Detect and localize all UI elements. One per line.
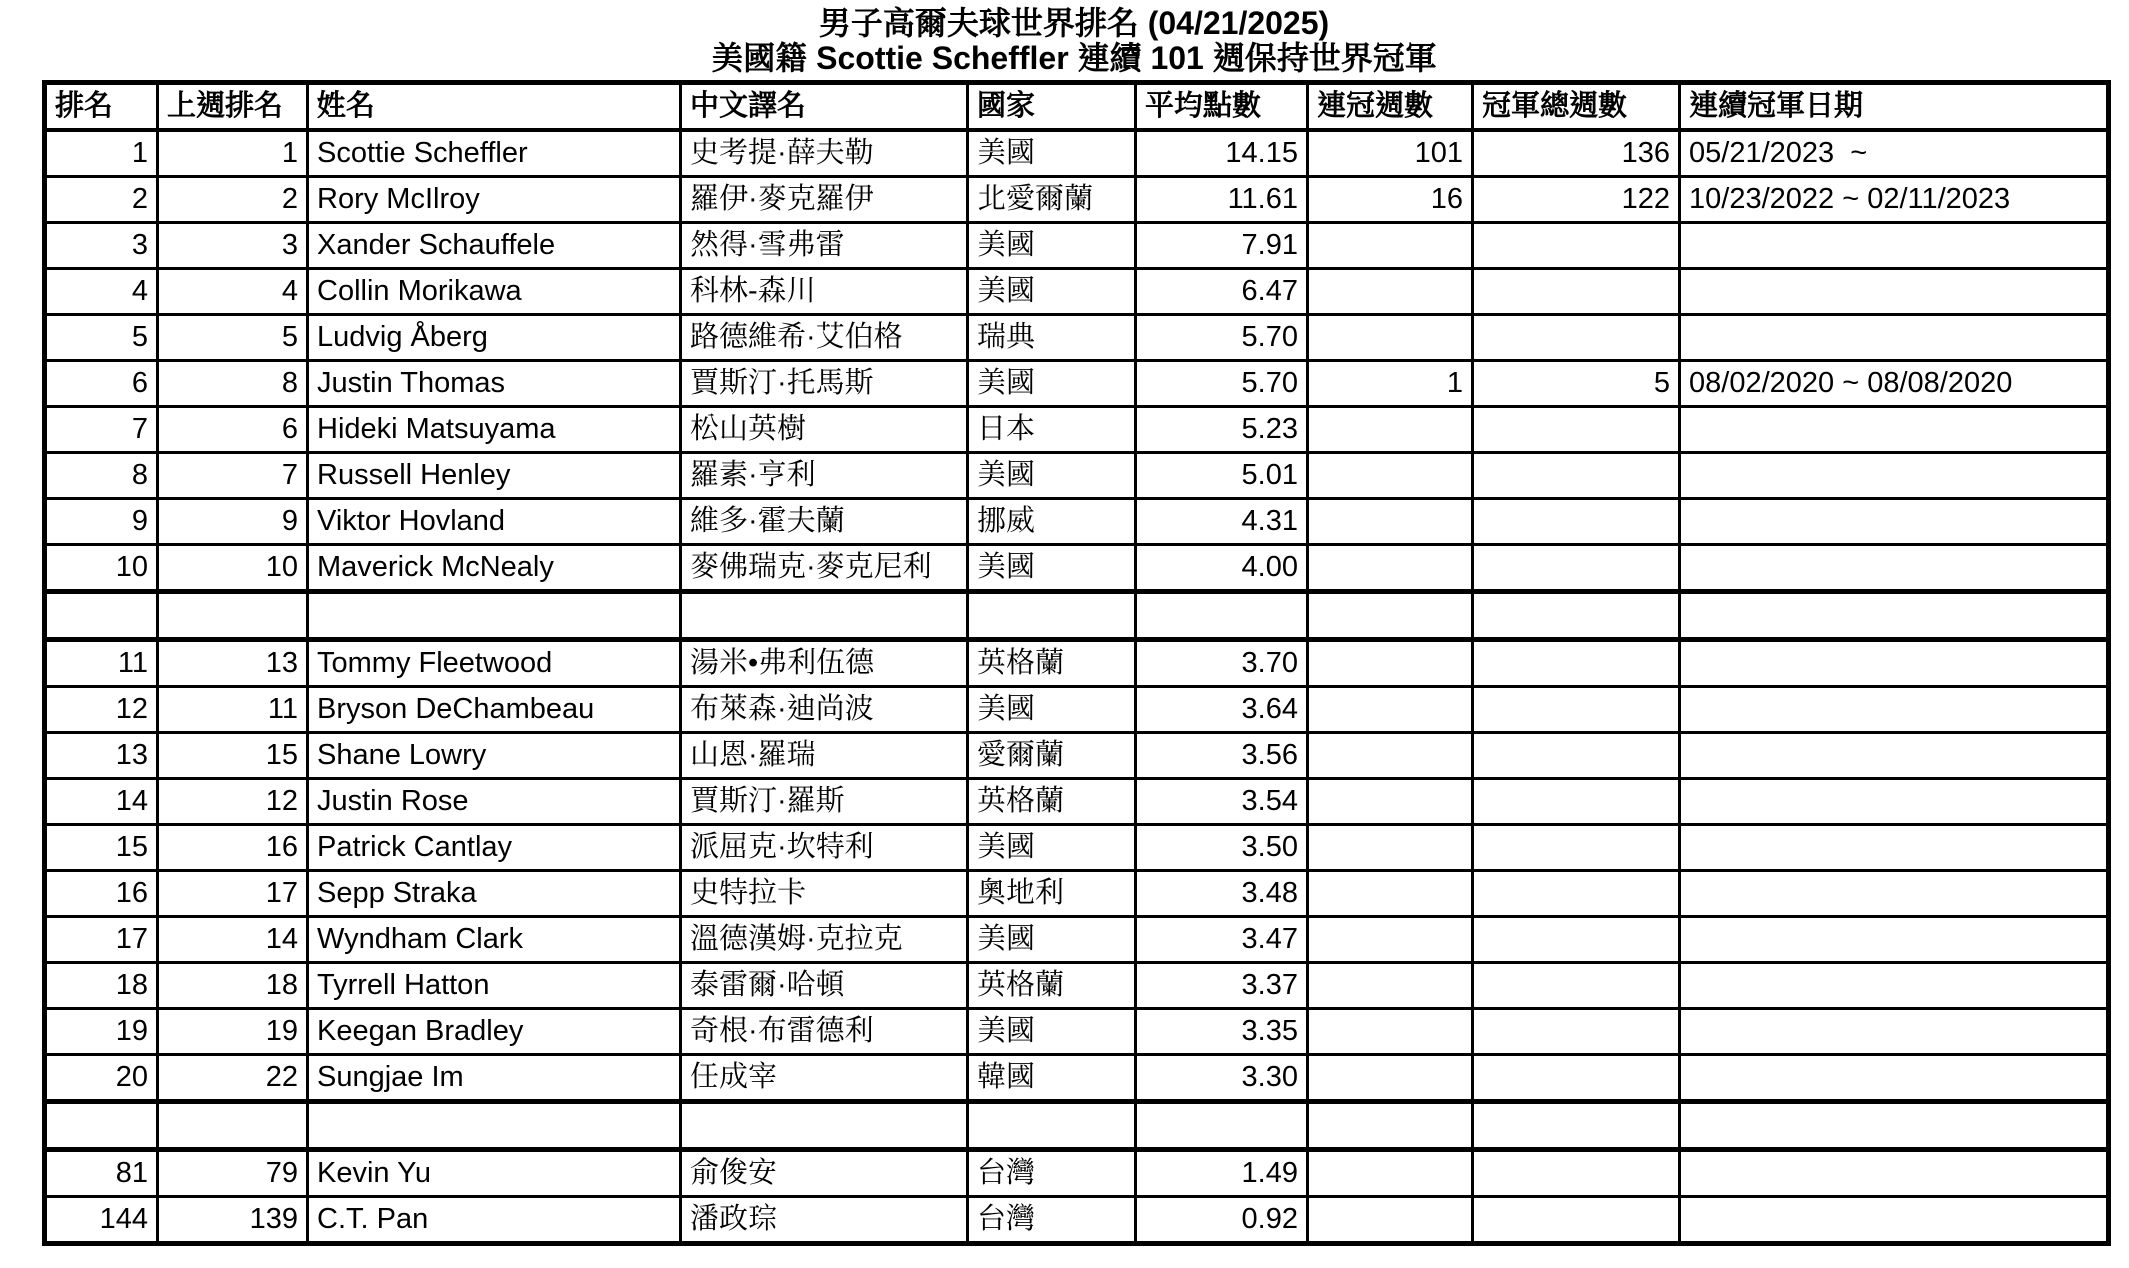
page-title: 男子高爾夫球世界排名 (04/21/2025) (818, 5, 1330, 41)
cell-streak (1308, 592, 1473, 640)
cell-name: Viktor Hovland (308, 499, 681, 545)
cell-country: 美國 (968, 361, 1136, 407)
cell-rank: 144 (45, 1197, 158, 1244)
cell-dates: 10/23/2022 ~ 02/11/2023 (1680, 177, 2109, 223)
cell-points: 5.70 (1136, 361, 1308, 407)
cell-name: Bryson DeChambeau (308, 687, 681, 733)
cell-prev: 22 (158, 1055, 308, 1102)
cell-total (1473, 545, 1680, 592)
cell-streak (1308, 825, 1473, 871)
cell-rank: 18 (45, 963, 158, 1009)
cell-name: Maverick McNealy (308, 545, 681, 592)
col-header-avg-points: 平均點數 (1136, 83, 1308, 131)
cell-country: 美國 (968, 1009, 1136, 1055)
table-row (45, 177, 2109, 223)
cell-name: Tommy Fleetwood (308, 640, 681, 687)
table-row (45, 1197, 2109, 1244)
cell-rank: 5 (45, 315, 158, 361)
cell-streak (1308, 499, 1473, 545)
table-row (45, 871, 2109, 917)
cell-prev: 10 (158, 545, 308, 592)
cell-country: 美國 (968, 825, 1136, 871)
cell-cn: 溫德漢姆·克拉克 (681, 917, 968, 963)
cell-dates (1680, 269, 2109, 315)
rankings-table (42, 80, 2111, 1246)
cell-total (1473, 1009, 1680, 1055)
cell-total (1473, 315, 1680, 361)
cell-points: 7.91 (1136, 223, 1308, 269)
col-header-streak-dates: 連續冠軍日期 (1680, 83, 2109, 131)
cell-total (1473, 1055, 1680, 1102)
cell-prev: 1 (158, 130, 308, 177)
cell-prev: 7 (158, 453, 308, 499)
cell-country: 日本 (968, 407, 1136, 453)
cell-cn: 俞俊安 (681, 1150, 968, 1197)
cell-cn: 維多·霍夫蘭 (681, 499, 968, 545)
cell-name: Tyrrell Hatton (308, 963, 681, 1009)
page (42, 0, 2106, 1246)
cell-name: Wyndham Clark (308, 917, 681, 963)
cell-name: Xander Schauffele (308, 223, 681, 269)
cell-name: C.T. Pan (308, 1197, 681, 1244)
cell-points: 3.35 (1136, 1009, 1308, 1055)
cell-total (1473, 871, 1680, 917)
cell-streak (1308, 640, 1473, 687)
cell-streak (1308, 687, 1473, 733)
cell-streak: 16 (1308, 177, 1473, 223)
cell-name: Collin Morikawa (308, 269, 681, 315)
cell-cn: 布萊森·迪尚波 (681, 687, 968, 733)
cell-streak (1308, 1102, 1473, 1150)
cell-dates (1680, 499, 2109, 545)
col-header-chinese-name: 中文譯名 (681, 83, 968, 131)
cell-dates (1680, 963, 2109, 1009)
cell-rank: 17 (45, 917, 158, 963)
cell-cn: 奇根·布雷德利 (681, 1009, 968, 1055)
cell-prev: 3 (158, 223, 308, 269)
cell-streak (1308, 917, 1473, 963)
cell-country: 美國 (968, 545, 1136, 592)
cell-rank: 6 (45, 361, 158, 407)
cell-name: Justin Rose (308, 779, 681, 825)
cell-dates (1680, 687, 2109, 733)
cell-prev: 4 (158, 269, 308, 315)
table-row (45, 825, 2109, 871)
cell-name (308, 592, 681, 640)
cell-total (1473, 733, 1680, 779)
table-row (45, 545, 2109, 592)
cell-country: 美國 (968, 223, 1136, 269)
cell-streak (1308, 779, 1473, 825)
cell-cn: 任成宰 (681, 1055, 968, 1102)
cell-streak (1308, 453, 1473, 499)
cell-total: 5 (1473, 361, 1680, 407)
cell-country: 韓國 (968, 1055, 1136, 1102)
table-row (45, 407, 2109, 453)
cell-prev (158, 1102, 308, 1150)
cell-prev: 16 (158, 825, 308, 871)
cell-cn: 松山英樹 (681, 407, 968, 453)
table-row (45, 687, 2109, 733)
cell-streak: 1 (1308, 361, 1473, 407)
table-body (45, 130, 2109, 1244)
cell-prev (158, 592, 308, 640)
cell-total (1473, 779, 1680, 825)
cell-streak (1308, 407, 1473, 453)
cell-streak (1308, 963, 1473, 1009)
cell-streak (1308, 1009, 1473, 1055)
cell-prev: 14 (158, 917, 308, 963)
cell-cn: 科林-森川 (681, 269, 968, 315)
cell-rank: 9 (45, 499, 158, 545)
cell-rank: 4 (45, 269, 158, 315)
cell-total: 136 (1473, 130, 1680, 177)
cell-cn (681, 1102, 968, 1150)
cell-cn: 史考提·薛夫勒 (681, 130, 968, 177)
cell-points: 5.23 (1136, 407, 1308, 453)
cell-total: 122 (1473, 177, 1680, 223)
spacer-row (45, 592, 2109, 640)
cell-points: 3.48 (1136, 871, 1308, 917)
cell-points: 3.54 (1136, 779, 1308, 825)
cell-prev: 9 (158, 499, 308, 545)
cell-points (1136, 592, 1308, 640)
cell-streak (1308, 871, 1473, 917)
cell-streak (1308, 733, 1473, 779)
cell-country: 北愛爾蘭 (968, 177, 1136, 223)
cell-streak (1308, 269, 1473, 315)
cell-cn: 然得·雪弗雷 (681, 223, 968, 269)
cell-name (308, 1102, 681, 1150)
cell-cn: 賈斯汀·羅斯 (681, 779, 968, 825)
cell-country (968, 1102, 1136, 1150)
cell-prev: 8 (158, 361, 308, 407)
cell-points: 3.50 (1136, 825, 1308, 871)
cell-total (1473, 825, 1680, 871)
cell-points: 4.00 (1136, 545, 1308, 592)
cell-rank: 20 (45, 1055, 158, 1102)
cell-country: 英格蘭 (968, 779, 1136, 825)
table-row (45, 361, 2109, 407)
col-header-country: 國家 (968, 83, 1136, 131)
cell-points: 11.61 (1136, 177, 1308, 223)
cell-cn: 路德維希·艾伯格 (681, 315, 968, 361)
cell-prev: 79 (158, 1150, 308, 1197)
cell-streak (1308, 1197, 1473, 1244)
cell-name: Patrick Cantlay (308, 825, 681, 871)
cell-rank: 15 (45, 825, 158, 871)
cell-dates: 05/21/2023 ~ (1680, 130, 2109, 177)
cell-total (1473, 499, 1680, 545)
cell-rank: 16 (45, 871, 158, 917)
cell-points: 4.31 (1136, 499, 1308, 545)
cell-total (1473, 1197, 1680, 1244)
table-row (45, 130, 2109, 177)
table-row (45, 499, 2109, 545)
cell-rank (45, 1102, 158, 1150)
cell-cn: 麥佛瑞克·麥克尼利 (681, 545, 968, 592)
cell-points: 5.01 (1136, 453, 1308, 499)
cell-cn: 湯米•弗利伍德 (681, 640, 968, 687)
table-row (45, 779, 2109, 825)
cell-dates (1680, 1055, 2109, 1102)
table-row (45, 223, 2109, 269)
cell-country: 美國 (968, 130, 1136, 177)
cell-dates (1680, 453, 2109, 499)
cell-cn: 派屈克·坎特利 (681, 825, 968, 871)
table-row (45, 917, 2109, 963)
cell-prev: 6 (158, 407, 308, 453)
cell-streak (1308, 223, 1473, 269)
cell-points: 3.30 (1136, 1055, 1308, 1102)
cell-streak (1308, 1150, 1473, 1197)
cell-dates (1680, 1102, 2109, 1150)
cell-name: Rory McIlroy (308, 177, 681, 223)
cell-name: Hideki Matsuyama (308, 407, 681, 453)
cell-total (1473, 407, 1680, 453)
cell-name: Keegan Bradley (308, 1009, 681, 1055)
cell-cn: 羅素·亨利 (681, 453, 968, 499)
cell-points: 3.56 (1136, 733, 1308, 779)
cell-dates (1680, 223, 2109, 269)
cell-points: 3.70 (1136, 640, 1308, 687)
cell-dates (1680, 871, 2109, 917)
spacer-row (45, 1102, 2109, 1150)
cell-country: 英格蘭 (968, 963, 1136, 1009)
cell-cn: 潘政琮 (681, 1197, 968, 1244)
cell-rank (45, 592, 158, 640)
cell-cn: 羅伊·麥克羅伊 (681, 177, 968, 223)
cell-country: 台灣 (968, 1150, 1136, 1197)
cell-dates (1680, 1009, 2109, 1055)
cell-cn: 山恩·羅瑞 (681, 733, 968, 779)
cell-points (1136, 1102, 1308, 1150)
cell-country: 美國 (968, 687, 1136, 733)
cell-points: 3.37 (1136, 963, 1308, 1009)
cell-prev: 13 (158, 640, 308, 687)
cell-prev: 15 (158, 733, 308, 779)
cell-rank: 13 (45, 733, 158, 779)
cell-dates (1680, 825, 2109, 871)
cell-country: 奧地利 (968, 871, 1136, 917)
cell-rank: 14 (45, 779, 158, 825)
cell-rank: 8 (45, 453, 158, 499)
table-row (45, 315, 2109, 361)
cell-country: 美國 (968, 453, 1136, 499)
cell-streak: 101 (1308, 130, 1473, 177)
cell-total (1473, 453, 1680, 499)
cell-points: 3.64 (1136, 687, 1308, 733)
cell-total (1473, 917, 1680, 963)
cell-points: 6.47 (1136, 269, 1308, 315)
cell-rank: 10 (45, 545, 158, 592)
cell-dates (1680, 315, 2109, 361)
table-row (45, 1150, 2109, 1197)
cell-points: 5.70 (1136, 315, 1308, 361)
cell-cn: 賈斯汀·托馬斯 (681, 361, 968, 407)
cell-prev: 19 (158, 1009, 308, 1055)
cell-streak (1308, 315, 1473, 361)
cell-name: Russell Henley (308, 453, 681, 499)
cell-dates (1680, 407, 2109, 453)
table-row (45, 640, 2109, 687)
cell-rank: 11 (45, 640, 158, 687)
title-block (42, 0, 2106, 76)
cell-rank: 81 (45, 1150, 158, 1197)
cell-total (1473, 963, 1680, 1009)
col-header-total-weeks: 冠軍總週數 (1473, 83, 1680, 131)
cell-rank: 3 (45, 223, 158, 269)
cell-rank: 7 (45, 407, 158, 453)
cell-streak (1308, 1055, 1473, 1102)
cell-name: Sungjae Im (308, 1055, 681, 1102)
cell-country (968, 592, 1136, 640)
cell-country: 美國 (968, 917, 1136, 963)
cell-cn: 泰雷爾·哈頓 (681, 963, 968, 1009)
cell-dates (1680, 1150, 2109, 1197)
cell-total (1473, 592, 1680, 640)
cell-country: 瑞典 (968, 315, 1136, 361)
cell-streak (1308, 545, 1473, 592)
cell-name: Kevin Yu (308, 1150, 681, 1197)
table-row (45, 453, 2109, 499)
cell-total (1473, 640, 1680, 687)
cell-cn (681, 592, 968, 640)
col-header-rank: 排名 (45, 83, 158, 131)
cell-points: 0.92 (1136, 1197, 1308, 1244)
cell-rank: 2 (45, 177, 158, 223)
table-row (45, 1009, 2109, 1055)
cell-name: Justin Thomas (308, 361, 681, 407)
header-row (45, 83, 2109, 131)
cell-dates: 08/02/2020 ~ 08/08/2020 (1680, 361, 2109, 407)
cell-country: 美國 (968, 269, 1136, 315)
cell-prev: 18 (158, 963, 308, 1009)
cell-name: Ludvig Åberg (308, 315, 681, 361)
cell-prev: 139 (158, 1197, 308, 1244)
cell-country: 挪威 (968, 499, 1136, 545)
col-header-prev-rank: 上週排名 (158, 83, 308, 131)
cell-total (1473, 1150, 1680, 1197)
cell-total (1473, 269, 1680, 315)
cell-prev: 5 (158, 315, 308, 361)
table-row (45, 963, 2109, 1009)
cell-total (1473, 223, 1680, 269)
cell-dates (1680, 917, 2109, 963)
cell-points: 14.15 (1136, 130, 1308, 177)
cell-dates (1680, 733, 2109, 779)
cell-prev: 2 (158, 177, 308, 223)
cell-country: 愛爾蘭 (968, 733, 1136, 779)
cell-prev: 17 (158, 871, 308, 917)
cell-points: 1.49 (1136, 1150, 1308, 1197)
cell-prev: 11 (158, 687, 308, 733)
cell-prev: 12 (158, 779, 308, 825)
cell-name: Sepp Straka (308, 871, 681, 917)
col-header-streak-weeks: 連冠週數 (1308, 83, 1473, 131)
page-subtitle: 美國籍 Scottie Scheffler 連續 101 週保持世界冠軍 (711, 40, 1437, 76)
cell-dates (1680, 545, 2109, 592)
cell-dates (1680, 1197, 2109, 1244)
col-header-name: 姓名 (308, 83, 681, 131)
cell-rank: 12 (45, 687, 158, 733)
table-row (45, 1055, 2109, 1102)
cell-rank: 19 (45, 1009, 158, 1055)
cell-dates (1680, 592, 2109, 640)
cell-name: Shane Lowry (308, 733, 681, 779)
cell-dates (1680, 640, 2109, 687)
cell-cn: 史特拉卡 (681, 871, 968, 917)
cell-total (1473, 1102, 1680, 1150)
cell-country: 台灣 (968, 1197, 1136, 1244)
cell-name: Scottie Scheffler (308, 130, 681, 177)
cell-country: 英格蘭 (968, 640, 1136, 687)
table-row (45, 733, 2109, 779)
cell-rank: 1 (45, 130, 158, 177)
table-row (45, 269, 2109, 315)
cell-points: 3.47 (1136, 917, 1308, 963)
cell-dates (1680, 779, 2109, 825)
cell-total (1473, 687, 1680, 733)
